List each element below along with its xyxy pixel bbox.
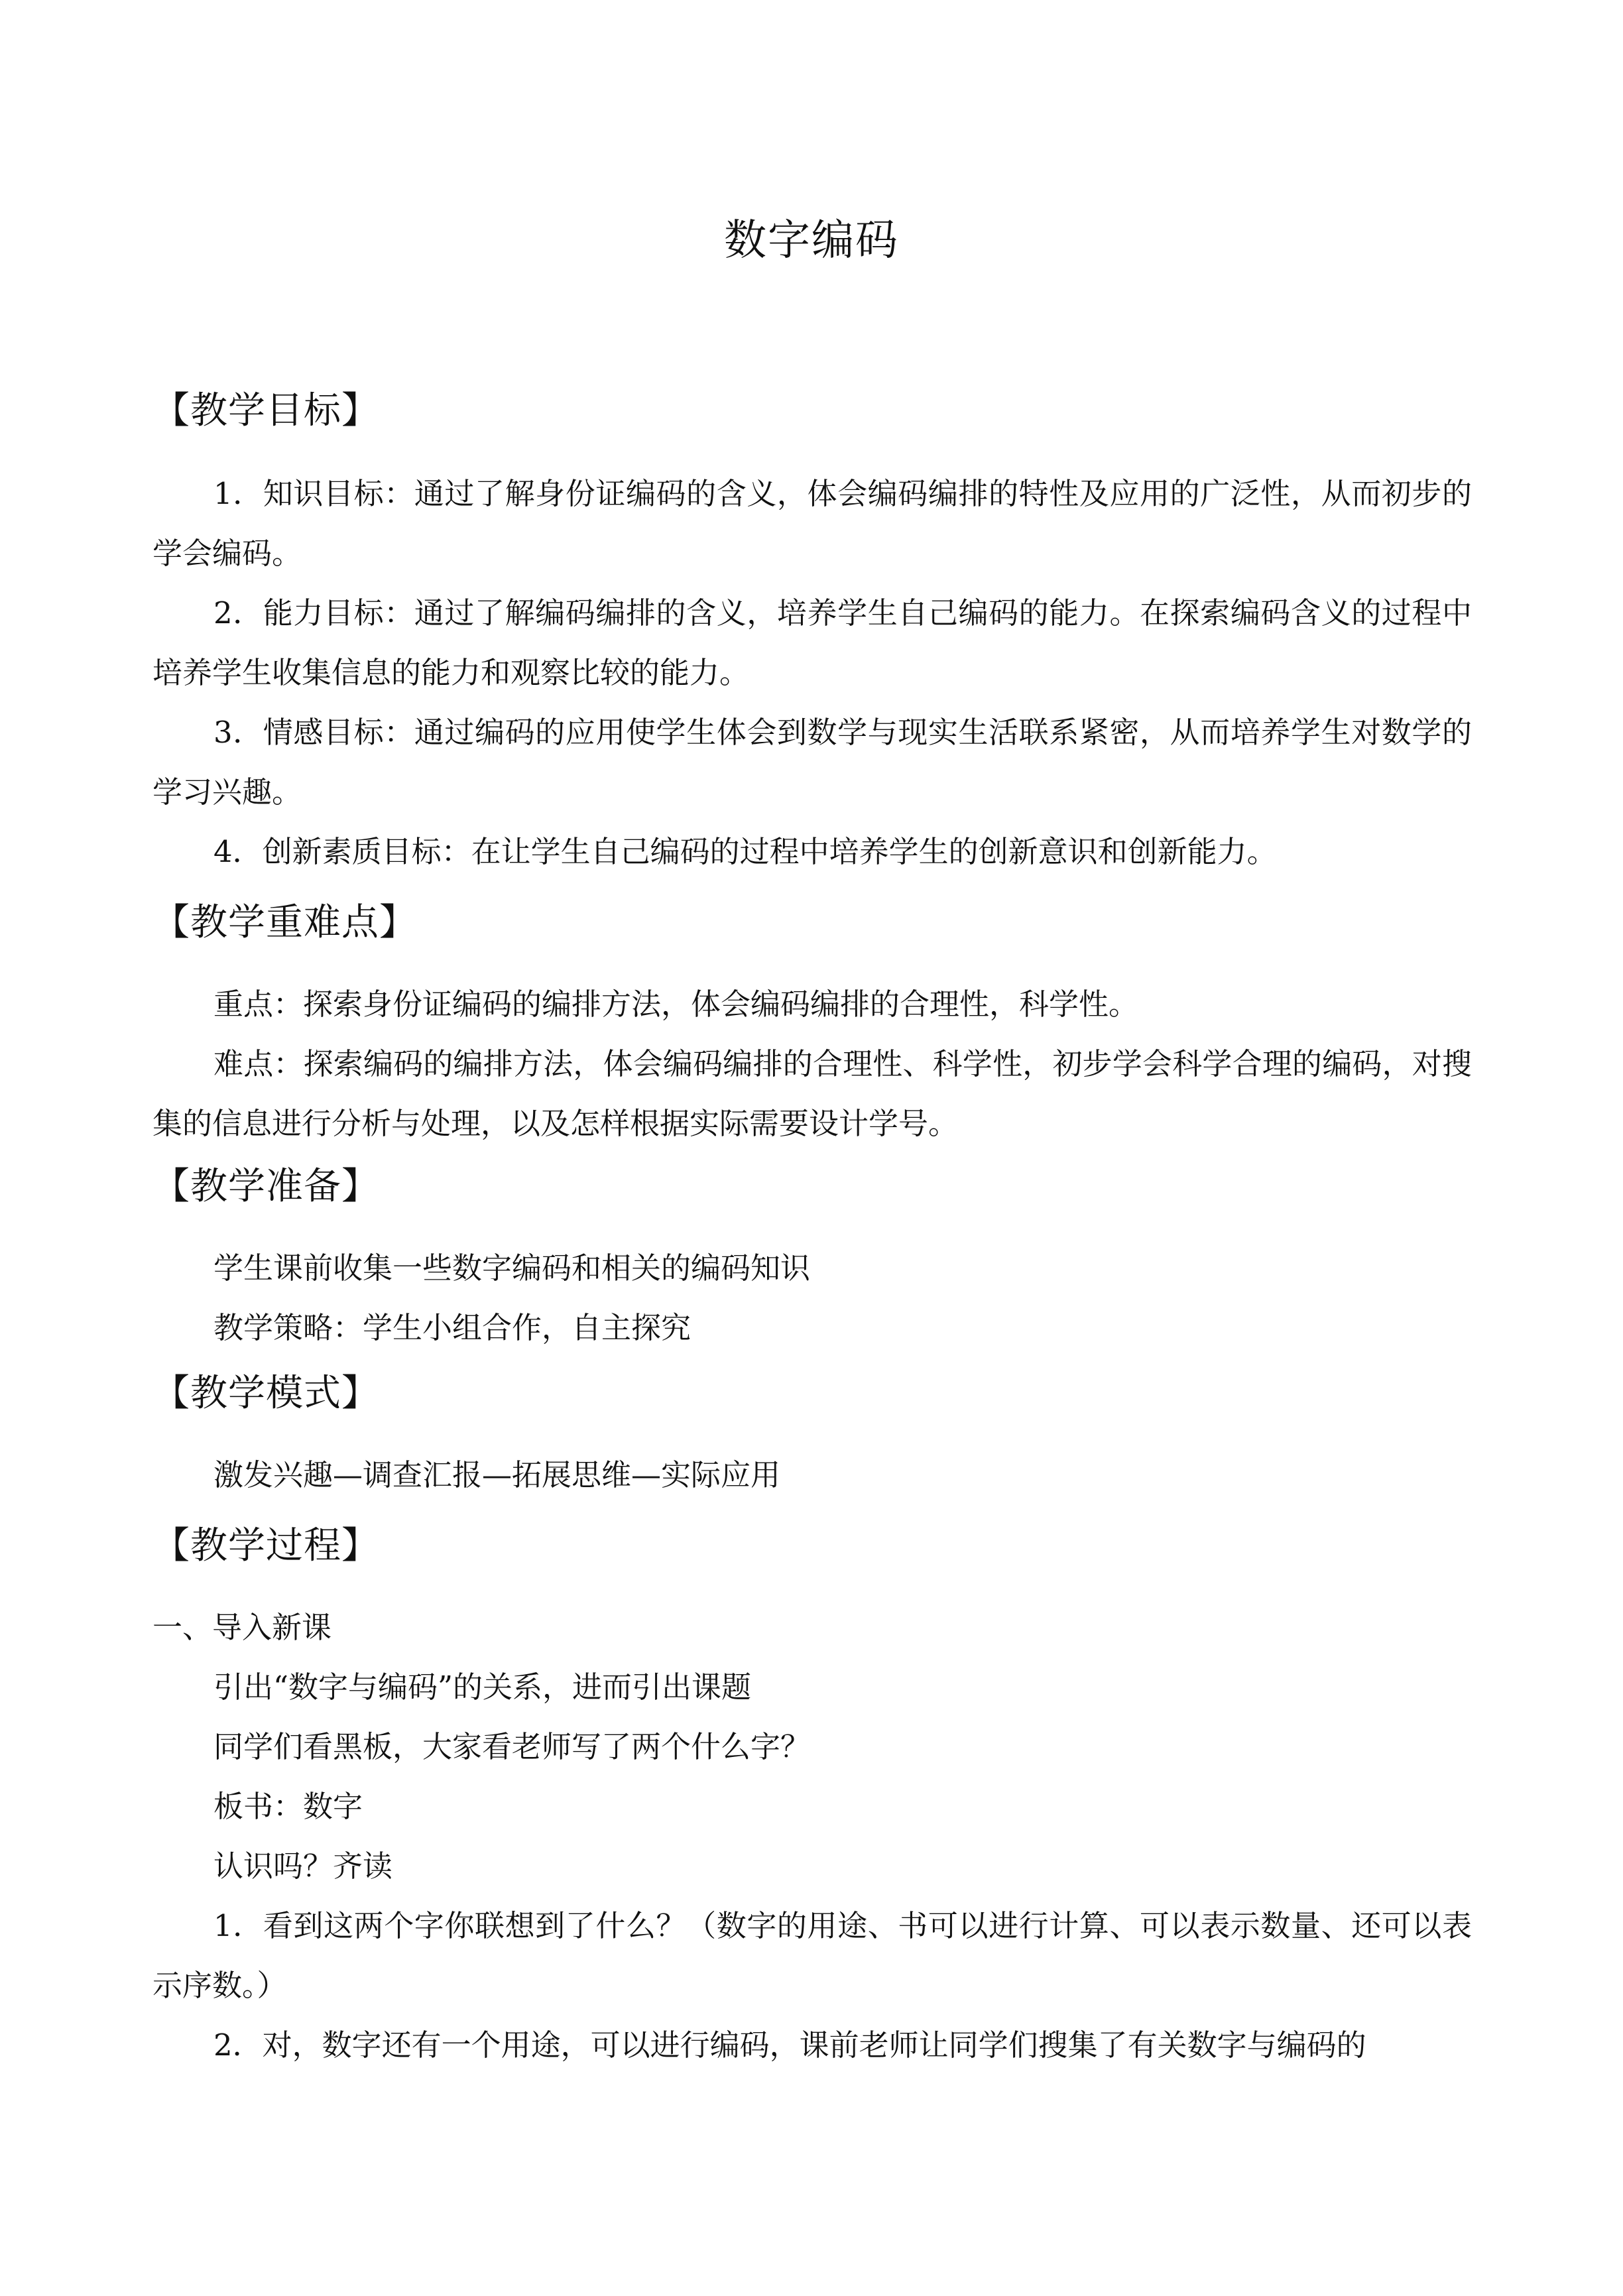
process-part1-title: 一、导入新课 [152,1610,332,1645]
key-point-difficult: 难点：探索编码的编排方法，体会编码编排的合理性、科学性，初步学会科学合理的编码，对搜集的信息进行分析与处理，以及怎样根据实际需要设计学号。 [152,1046,1472,1141]
process-line-3: 板书：数字 [213,1789,363,1824]
goal-item-3: 3．情感目标：通过编码的应用使学生体会到数学与现实生活联系紧密，从而培养学生对数学的学习兴趣。 [152,715,1472,810]
process-line-2: 同学们看黑板，大家看老师写了两个什么字？ [213,1729,811,1764]
document-title: 数字编码 [724,216,899,265]
section-heading-goals: 【教学目标】 [152,389,379,432]
section-heading-key-points: 【教学重难点】 [152,901,417,944]
preparation-item-2: 教学策略：学生小组合作，自主探究 [213,1310,691,1345]
goal-item-2: 2．能力目标：通过了解编码编排的含义，培养学生自己编码的能力。在探索编码含义的过程中培养学生收集信息的能力和观察比较的能力。 [152,595,1472,690]
process-line-4: 认识吗？齐读 [213,1848,393,1884]
process-item-2: 2．对，数字还有一个用途，可以进行编码，课前老师让同学们搜集了有关数字与编码的 [213,2027,1366,2063]
goal-item-4: 4．创新素质目标：在让学生自己编码的过程中培养学生的创新意识和创新能力。 [213,834,1277,869]
section-heading-preparation: 【教学准备】 [152,1165,379,1208]
section-heading-mode: 【教学模式】 [152,1372,379,1415]
process-line-1: 引出“数字与编码”的关系，进而引出课题 [213,1669,752,1705]
process-item-1: 1．看到这两个字你联想到了什么？（数字的用途、书可以进行计算、可以表示数量、还可以表示序数。） [152,1908,1472,2003]
goal-item-1: 1．知识目标：通过了解身份证编码的含义，体会编码编排的特性及应用的广泛性，从而初步的学会编码。 [152,476,1472,571]
preparation-item-1: 学生课前收集一些数字编码和相关的编码知识 [213,1250,811,1286]
section-heading-process: 【教学过程】 [152,1524,379,1567]
mode-item-1: 激发兴趣—调查汇报—拓展思维—实际应用 [213,1457,781,1492]
key-point-main: 重点：探索身份证编码的编排方法，体会编码编排的合理性，科学性。 [213,987,1139,1022]
